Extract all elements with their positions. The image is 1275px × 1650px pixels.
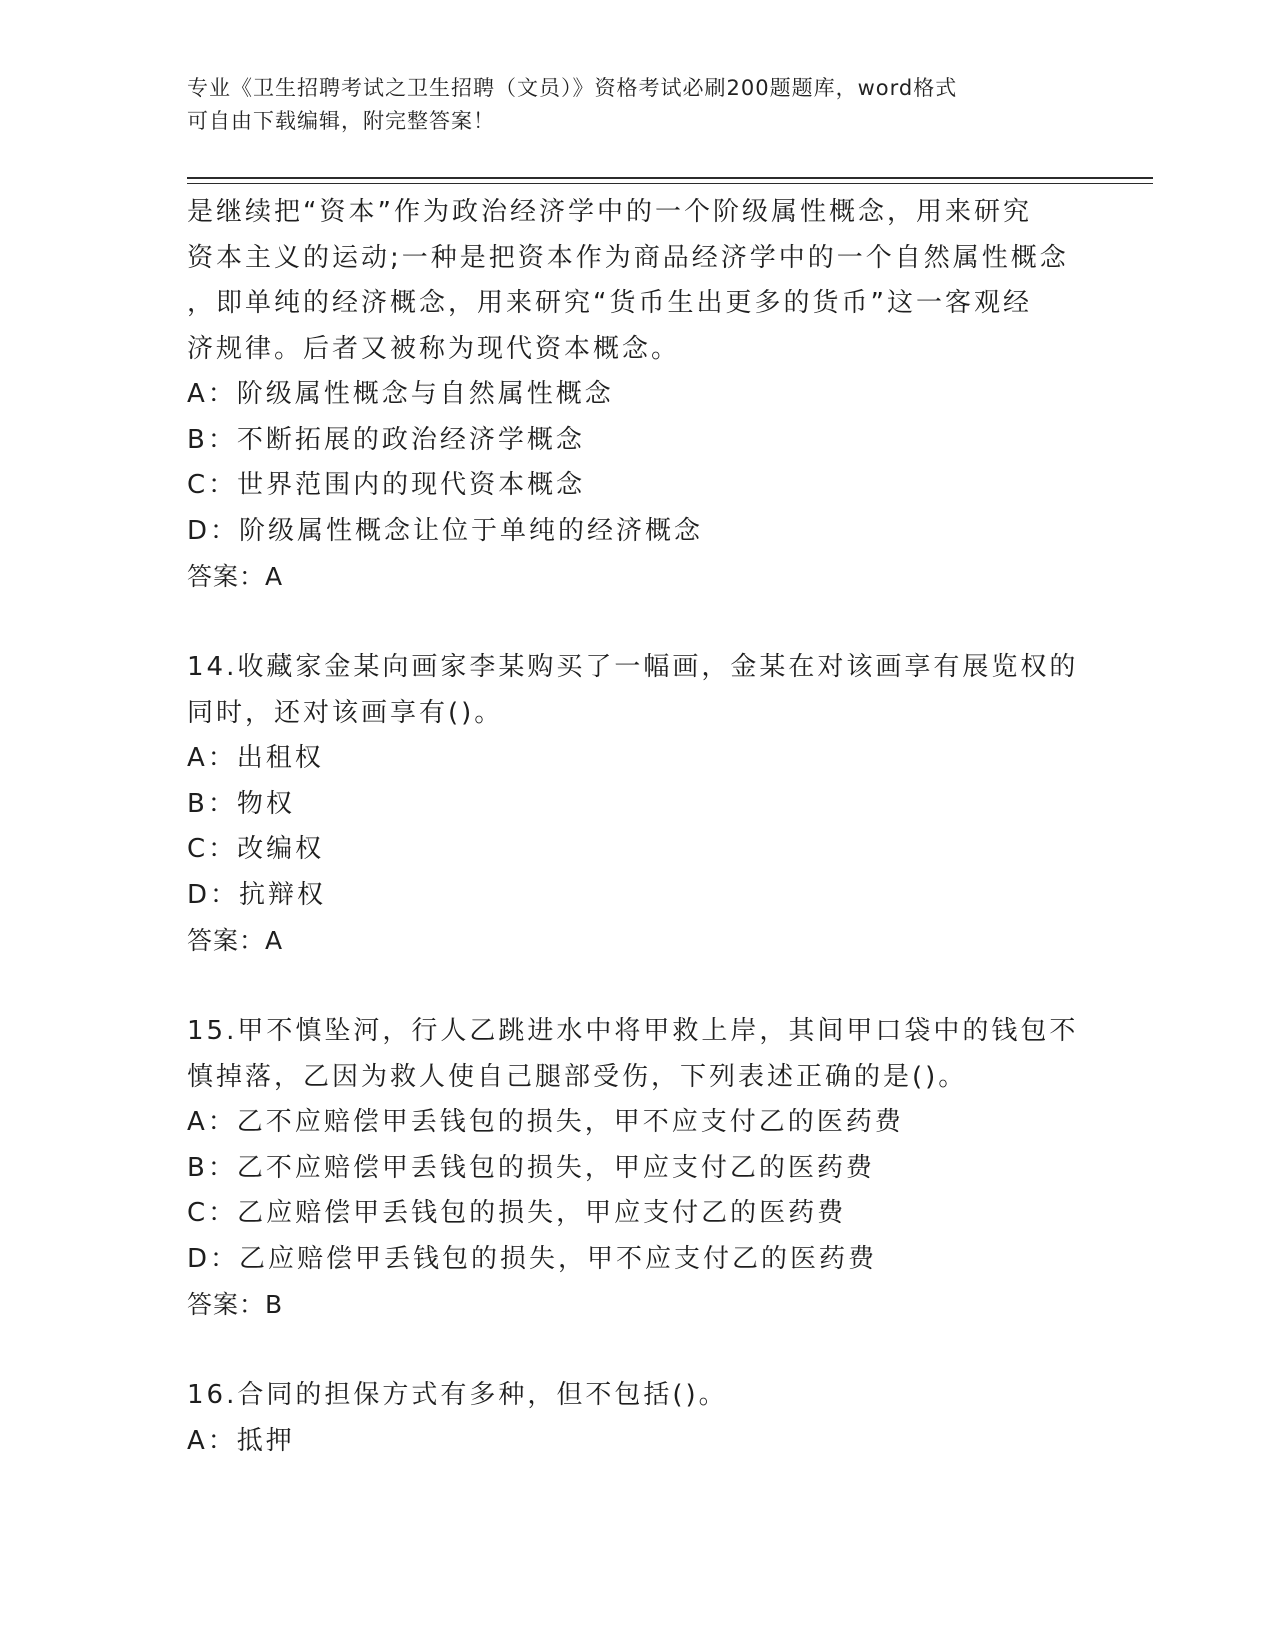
question-13 (187, 190, 1147, 600)
option-c: C：世界范围内的现代资本概念 (187, 470, 586, 500)
answer-line: 答案：A (187, 926, 284, 955)
option-c: C：改编权 (187, 834, 325, 864)
header-title-line-1: 专业《卫生招聘考试之卫生招聘（文员）》资格考试必刷200题题库，word格式 (187, 76, 958, 100)
option-d: D：乙应赔偿甲丢钱包的损失，甲不应支付乙的医药费 (187, 1243, 878, 1274)
question-stem-line: 资本主义的运动;一种是把资本作为商品经济学中的一个自然属性概念 (187, 242, 1069, 273)
question-stem-line: 15.甲不慎坠河，行人乙跳进水中将甲救上岸，其间甲口袋中的钱包不 (187, 1016, 1079, 1046)
question-stem-line: 济规律。后者又被称为现代资本概念。 (187, 333, 681, 364)
option-a: A：乙不应赔偿甲丢钱包的损失，甲不应支付乙的医药费 (187, 1107, 904, 1137)
option-d: D：抗辩权 (187, 879, 327, 910)
header-title-line-2: 可自由下载编辑，附完整答案！ (187, 109, 495, 133)
question-stem-line: 是继续把“资本”作为政治经济学中的一个阶级属性概念，用来研究 (187, 197, 1032, 227)
page-header (187, 72, 1087, 138)
question-14 (187, 645, 1147, 964)
spacer (187, 1328, 1147, 1374)
option-b: B：物权 (187, 788, 295, 819)
option-a: A：阶级属性概念与自然属性概念 (187, 379, 614, 409)
question-16 (187, 1373, 1147, 1464)
option-b: B：不断拓展的政治经济学概念 (187, 424, 585, 455)
question-stem-line: ，即单纯的经济概念，用来研究“货币生出更多的货币”这一客观经 (187, 288, 1032, 318)
answer-line: 答案：B (187, 1290, 284, 1319)
header-rule-thick (187, 177, 1153, 179)
question-stem-line: 16.合同的担保方式有多种，但不包括()。 (187, 1380, 728, 1410)
option-a: A：抵押 (187, 1425, 295, 1456)
question-15 (187, 1009, 1147, 1328)
question-stem-line: 同时，还对该画享有()。 (187, 697, 504, 728)
option-a: A：出租权 (187, 743, 324, 773)
spacer (187, 964, 1147, 1010)
option-d: D：阶级属性概念让位于单纯的经济概念 (187, 515, 704, 546)
document-body (187, 190, 1147, 1464)
question-stem-line: 慎掉落，乙因为救人使自己腿部受伤，下列表述正确的是()。 (187, 1061, 968, 1092)
option-c: C：乙应赔偿甲丢钱包的损失，甲应支付乙的医药费 (187, 1198, 847, 1228)
option-b: B：乙不应赔偿甲丢钱包的损失，甲应支付乙的医药费 (187, 1152, 875, 1183)
answer-line: 答案：A (187, 562, 284, 591)
question-stem-line: 14.收藏家金某向画家李某购买了一幅画，金某在对该画享有展览权的 (187, 652, 1079, 682)
spacer (187, 600, 1147, 646)
header-rule-thin (187, 183, 1153, 184)
